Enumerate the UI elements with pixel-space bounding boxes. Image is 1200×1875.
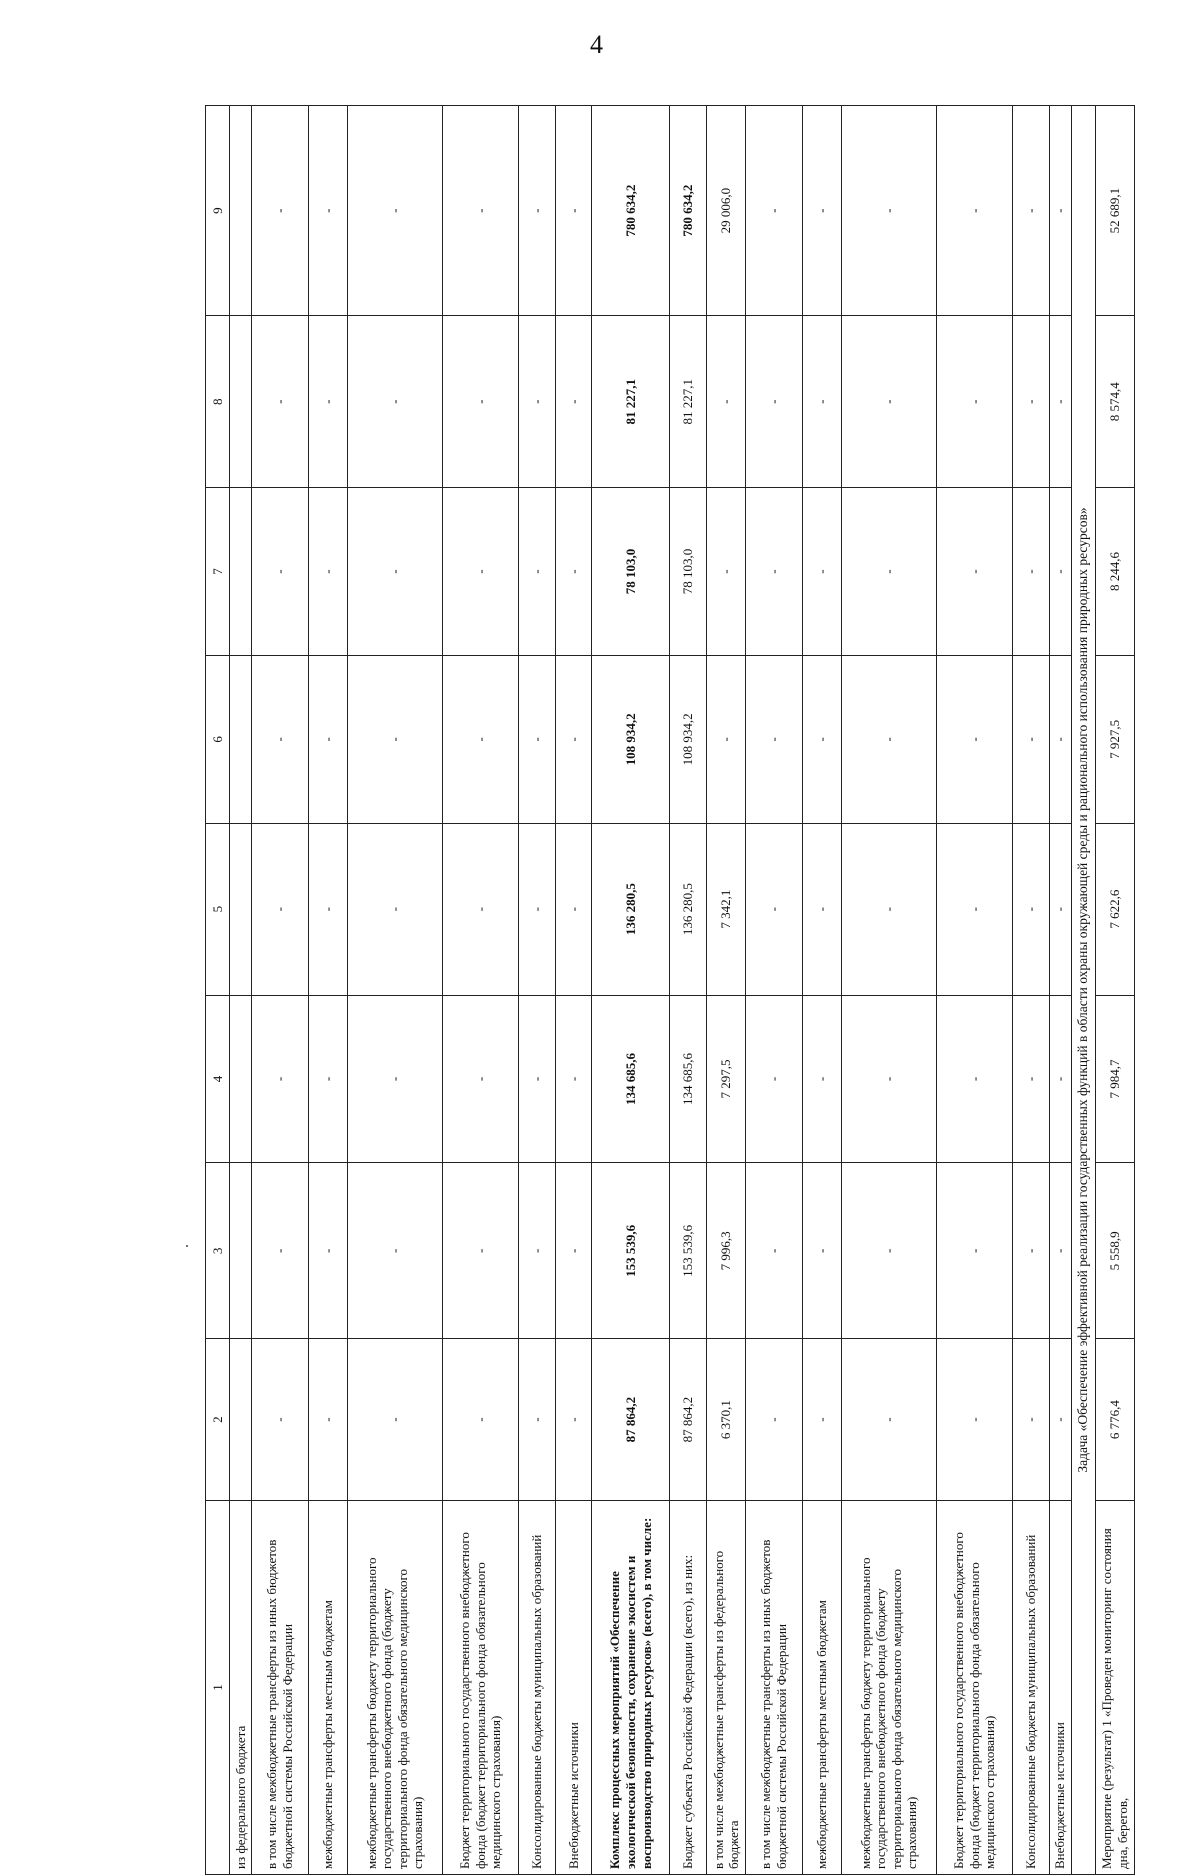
budget-table: [205, 105, 1135, 1875]
table-row: [555, 106, 592, 1875]
value-cell-col-2: -: [746, 1339, 802, 1501]
value-cell-col-6: -: [1049, 655, 1071, 823]
column-number-row: [206, 106, 230, 1875]
value-cell-col-8: -: [442, 316, 518, 488]
value-cell-col-5: -: [1049, 823, 1071, 995]
value-cell-col-9: [230, 106, 252, 316]
value-cell-col-2: -: [1049, 1339, 1071, 1501]
row-label: Бюджет территориального государственного внебюджетного фонда (бюджет территориального фонда обязательного медицинского страхования): [442, 1500, 518, 1874]
value-cell-col-6: 108 934,2: [670, 655, 707, 823]
task-row: [1071, 106, 1095, 1875]
value-cell-col-6: -: [518, 655, 555, 823]
table-row: [230, 106, 252, 1875]
value-cell-col-9: -: [802, 106, 841, 316]
value-cell-col-5: -: [518, 823, 555, 995]
value-cell-col-7: -: [518, 488, 555, 656]
value-cell-col-5: -: [1012, 823, 1049, 995]
column-number-9: 9: [206, 106, 230, 316]
value-cell-col-6: -: [707, 655, 746, 823]
value-cell-col-4: -: [347, 995, 442, 1163]
value-cell-col-4: -: [1049, 995, 1071, 1163]
value-cell-col-6: 108 934,2: [592, 655, 670, 823]
value-cell-col-8: -: [1012, 316, 1049, 488]
value-cell-col-6: -: [252, 655, 308, 823]
value-cell-col-4: -: [555, 995, 592, 1163]
value-cell-col-9: -: [841, 106, 936, 316]
table-row: [936, 106, 1012, 1875]
table-row: [841, 106, 936, 1875]
row-label: Комплекс процессных мероприятий «Обеспечение экологической безопасности, сохранение экосистем и воспроизводство природных ресурсов» (всего), в том числе:: [592, 1500, 670, 1874]
row-label: в том числе межбюджетные трансферты из иных бюджетов бюджетной системы Российской Федерации: [746, 1500, 802, 1874]
value-cell-col-6: -: [442, 655, 518, 823]
value-cell-col-3: 153 539,6: [592, 1163, 670, 1339]
value-cell-col-7: -: [707, 488, 746, 656]
value-cell-col-3: -: [518, 1163, 555, 1339]
row-label: в том числе межбюджетные трансферты из иных бюджетов бюджетной системы Российской Федерации: [252, 1500, 308, 1874]
value-cell-col-4: 7 297,5: [707, 995, 746, 1163]
value-cell-col-3: -: [347, 1163, 442, 1339]
row-label: межбюджетные трансферты местным бюджетам: [802, 1500, 841, 1874]
value-cell-col-9: -: [746, 106, 802, 316]
column-number-1: 1: [206, 1500, 230, 1874]
value-cell-col-6: -: [1012, 655, 1049, 823]
row-label: Внебюджетные источники: [1049, 1500, 1071, 1874]
value-cell-col-4: -: [802, 995, 841, 1163]
value-cell-col-6: -: [347, 655, 442, 823]
table-body: [230, 106, 1135, 1875]
value-cell-col-7: -: [308, 488, 347, 656]
value-cell-col-8: [230, 316, 252, 488]
table-row: [518, 106, 555, 1875]
value-cell-col-8: 81 227,1: [592, 316, 670, 488]
value-cell-col-8: -: [555, 316, 592, 488]
value-cell-col-9: -: [1012, 106, 1049, 316]
column-number-2: 2: [206, 1339, 230, 1501]
value-cell-col-3: -: [442, 1163, 518, 1339]
value-cell-col-9: 52 689,1: [1095, 106, 1134, 316]
column-number-8: 8: [206, 316, 230, 488]
value-cell-col-9: -: [518, 106, 555, 316]
value-cell-col-3: 7 996,3: [707, 1163, 746, 1339]
value-cell-col-9: -: [252, 106, 308, 316]
value-cell-col-8: -: [518, 316, 555, 488]
value-cell-col-4: 134 685,6: [592, 995, 670, 1163]
table-row: [252, 106, 308, 1875]
table-row: [442, 106, 518, 1875]
value-cell-col-3: -: [555, 1163, 592, 1339]
value-cell-col-4: 134 685,6: [670, 995, 707, 1163]
value-cell-col-6: [230, 655, 252, 823]
value-cell-col-8: 81 227,1: [670, 316, 707, 488]
value-cell-col-7: -: [1049, 488, 1071, 656]
value-cell-col-8: -: [1049, 316, 1071, 488]
value-cell-col-9: -: [442, 106, 518, 316]
value-cell-col-7: -: [936, 488, 1012, 656]
value-cell-col-6: -: [802, 655, 841, 823]
value-cell-col-7: -: [252, 488, 308, 656]
value-cell-col-7: -: [841, 488, 936, 656]
column-number-4: 4: [206, 995, 230, 1163]
value-cell-col-5: [230, 823, 252, 995]
row-label: межбюджетные трансферты бюджету территориального государственного внебюджетного фонда (бюджету территориального фонда обязательного медицинского страхования): [347, 1500, 442, 1874]
value-cell-col-5: -: [308, 823, 347, 995]
value-cell-col-4: -: [1012, 995, 1049, 1163]
value-cell-col-5: 7 622,6: [1095, 823, 1134, 995]
value-cell-col-7: 8 244,6: [1095, 488, 1134, 656]
value-cell-col-3: -: [308, 1163, 347, 1339]
value-cell-col-2: -: [518, 1339, 555, 1501]
value-cell-col-8: -: [746, 316, 802, 488]
value-cell-col-6: -: [936, 655, 1012, 823]
column-number-3: 3: [206, 1163, 230, 1339]
value-cell-col-2: 87 864,2: [592, 1339, 670, 1501]
value-cell-col-9: 29 006,0: [707, 106, 746, 316]
column-number-5: 5: [206, 823, 230, 995]
value-cell-col-3: -: [841, 1163, 936, 1339]
scan-speck: [186, 1245, 188, 1247]
value-cell-col-9: -: [1049, 106, 1071, 316]
value-cell-col-3: 5 558,9: [1095, 1163, 1134, 1339]
value-cell-col-5: -: [347, 823, 442, 995]
value-cell-col-9: 780 634,2: [670, 106, 707, 316]
value-cell-col-8: -: [347, 316, 442, 488]
value-cell-col-3: 153 539,6: [670, 1163, 707, 1339]
value-cell-col-3: -: [1012, 1163, 1049, 1339]
row-label: Мероприятие (результат) 1 «Проведен мониторинг состояния дна, берегов,: [1095, 1500, 1134, 1874]
value-cell-col-3: [230, 1163, 252, 1339]
value-cell-col-4: -: [308, 995, 347, 1163]
value-cell-col-4: 7 984,7: [1095, 995, 1134, 1163]
value-cell-col-4: -: [936, 995, 1012, 1163]
value-cell-col-5: -: [442, 823, 518, 995]
value-cell-col-7: [230, 488, 252, 656]
row-label: Внебюджетные источники: [555, 1500, 592, 1874]
value-cell-col-5: -: [802, 823, 841, 995]
value-cell-col-3: -: [1049, 1163, 1071, 1339]
row-label: в том числе межбюджетные трансферты из федерального бюджета: [707, 1500, 746, 1874]
value-cell-col-6: -: [555, 655, 592, 823]
value-cell-col-7: -: [802, 488, 841, 656]
value-cell-col-2: 87 864,2: [670, 1339, 707, 1501]
value-cell-col-5: 136 280,5: [592, 823, 670, 995]
value-cell-col-4: -: [841, 995, 936, 1163]
value-cell-col-7: -: [347, 488, 442, 656]
value-cell-col-2: -: [841, 1339, 936, 1501]
row-label: межбюджетные трансферты бюджету территориального государственного внебюджетного фонда (бюджету территориального фонда обязательного медицинского страхования): [841, 1500, 936, 1874]
row-label: из федерального бюджета: [230, 1500, 252, 1874]
row-label: межбюджетные трансферты местным бюджетам: [308, 1500, 347, 1874]
value-cell-col-4: -: [442, 995, 518, 1163]
column-number-6: 6: [206, 655, 230, 823]
table-row: [347, 106, 442, 1875]
value-cell-col-6: -: [308, 655, 347, 823]
value-cell-col-2: [230, 1339, 252, 1501]
value-cell-col-6: 7 927,5: [1095, 655, 1134, 823]
value-cell-col-4: -: [252, 995, 308, 1163]
table-row: [670, 106, 707, 1875]
value-cell-col-3: -: [802, 1163, 841, 1339]
value-cell-col-2: -: [252, 1339, 308, 1501]
value-cell-col-3: -: [936, 1163, 1012, 1339]
value-cell-col-2: -: [1012, 1339, 1049, 1501]
value-cell-col-2: 6 370,1: [707, 1339, 746, 1501]
value-cell-col-9: -: [308, 106, 347, 316]
page-number: 4: [590, 30, 603, 59]
value-cell-col-2: -: [802, 1339, 841, 1501]
value-cell-col-7: -: [555, 488, 592, 656]
rotated-table-container: [205, 105, 1135, 1875]
value-cell-col-9: -: [555, 106, 592, 316]
value-cell-col-5: -: [746, 823, 802, 995]
value-cell-col-5: -: [555, 823, 592, 995]
value-cell-col-4: -: [746, 995, 802, 1163]
value-cell-col-8: -: [936, 316, 1012, 488]
value-cell-col-8: 8 574,4: [1095, 316, 1134, 488]
column-number-7: 7: [206, 488, 230, 656]
value-cell-col-3: -: [252, 1163, 308, 1339]
value-cell-col-7: -: [1012, 488, 1049, 656]
value-cell-col-2: -: [347, 1339, 442, 1501]
value-cell-col-8: -: [802, 316, 841, 488]
table-row: [592, 106, 670, 1875]
value-cell-col-2: -: [442, 1339, 518, 1501]
table-row: [802, 106, 841, 1875]
value-cell-col-8: -: [707, 316, 746, 488]
value-cell-col-6: -: [841, 655, 936, 823]
value-cell-col-4: -: [518, 995, 555, 1163]
value-cell-col-8: -: [308, 316, 347, 488]
value-cell-col-8: -: [252, 316, 308, 488]
value-cell-col-5: -: [936, 823, 1012, 995]
table-row: [1049, 106, 1071, 1875]
value-cell-col-2: 6 776,4: [1095, 1339, 1134, 1501]
value-cell-col-9: -: [347, 106, 442, 316]
value-cell-col-5: 7 342,1: [707, 823, 746, 995]
value-cell-col-7: -: [746, 488, 802, 656]
value-cell-col-7: 78 103,0: [670, 488, 707, 656]
value-cell-col-5: 136 280,5: [670, 823, 707, 995]
value-cell-col-5: -: [841, 823, 936, 995]
value-cell-col-5: -: [252, 823, 308, 995]
table-row: [707, 106, 746, 1875]
value-cell-col-2: -: [555, 1339, 592, 1501]
table-row: [1012, 106, 1049, 1875]
activity-row: [1095, 106, 1134, 1875]
value-cell-col-7: 78 103,0: [592, 488, 670, 656]
row-label: Бюджет субъекта Российской Федерации (всего), из них:: [670, 1500, 707, 1874]
table-row: [746, 106, 802, 1875]
value-cell-col-7: -: [442, 488, 518, 656]
value-cell-col-6: -: [746, 655, 802, 823]
row-label: Консолидированные бюджеты муниципальных образований: [518, 1500, 555, 1874]
value-cell-col-3: -: [746, 1163, 802, 1339]
task-heading: Задача «Обеспечение эффективной реализации государственных функций в области охраны окружающей среды и рационального использования природных ресурсов»: [1071, 106, 1095, 1875]
value-cell-col-4: [230, 995, 252, 1163]
table-row: [308, 106, 347, 1875]
value-cell-col-2: -: [308, 1339, 347, 1501]
value-cell-col-8: -: [841, 316, 936, 488]
value-cell-col-2: -: [936, 1339, 1012, 1501]
value-cell-col-9: -: [936, 106, 1012, 316]
row-label: Бюджет территориального государственного внебюджетного фонда (бюджет территориального фонда обязательного медицинского страхования): [936, 1500, 1012, 1874]
row-label: Консолидированные бюджеты муниципальных образований: [1012, 1500, 1049, 1874]
value-cell-col-9: 780 634,2: [592, 106, 670, 316]
